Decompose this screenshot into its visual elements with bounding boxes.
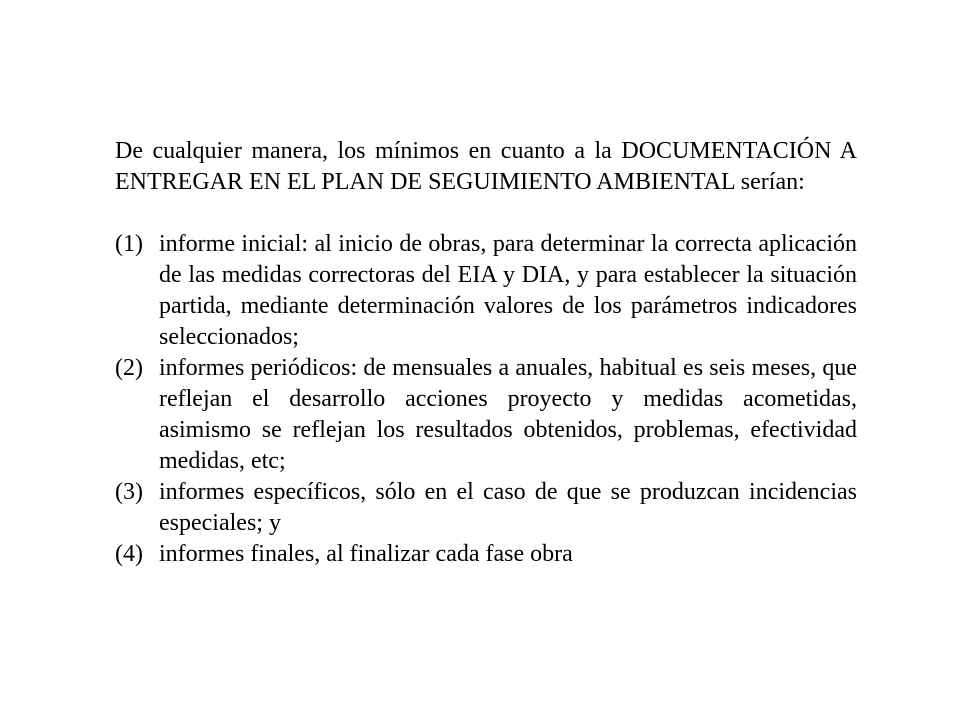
list-item-text: informes específicos, sólo en el caso de que se produzcan incidencias especiales; y [159,479,857,536]
list-item-number: (1) [115,231,143,257]
document-body [115,136,857,570]
list-item [115,229,857,353]
list-item [115,477,857,539]
list-item-text: informes periódicos: de mensuales a anuales, habitual es seis meses, que reflejan el desarrollo acciones proyecto y medidas acometidas, asimismo se reflejan los resultados obtenidos, problemas, efectividad medidas, etc; [159,355,857,474]
list-item-text: informe inicial: al inicio de obras, para determinar la correcta aplicación de las medidas correctoras del EIA y DIA, y para establecer la situación partida, mediante determinación valores de los parámetros indicadores seleccionados; [159,231,857,350]
intro-paragraph: De cualquier manera, los mínimos en cuanto a la DOCUMENTACIÓN A ENTREGAR EN EL PLAN DE SEGUIMIENTO AMBIENTAL serían: [115,138,857,195]
list-item-number: (2) [115,355,143,381]
list-item [115,353,857,477]
list-item [115,539,857,570]
list-item-number: (4) [115,541,143,567]
documentation-list [115,229,857,570]
list-item-number: (3) [115,479,143,505]
list-item-text: informes finales, al finalizar cada fase obra [159,541,573,567]
